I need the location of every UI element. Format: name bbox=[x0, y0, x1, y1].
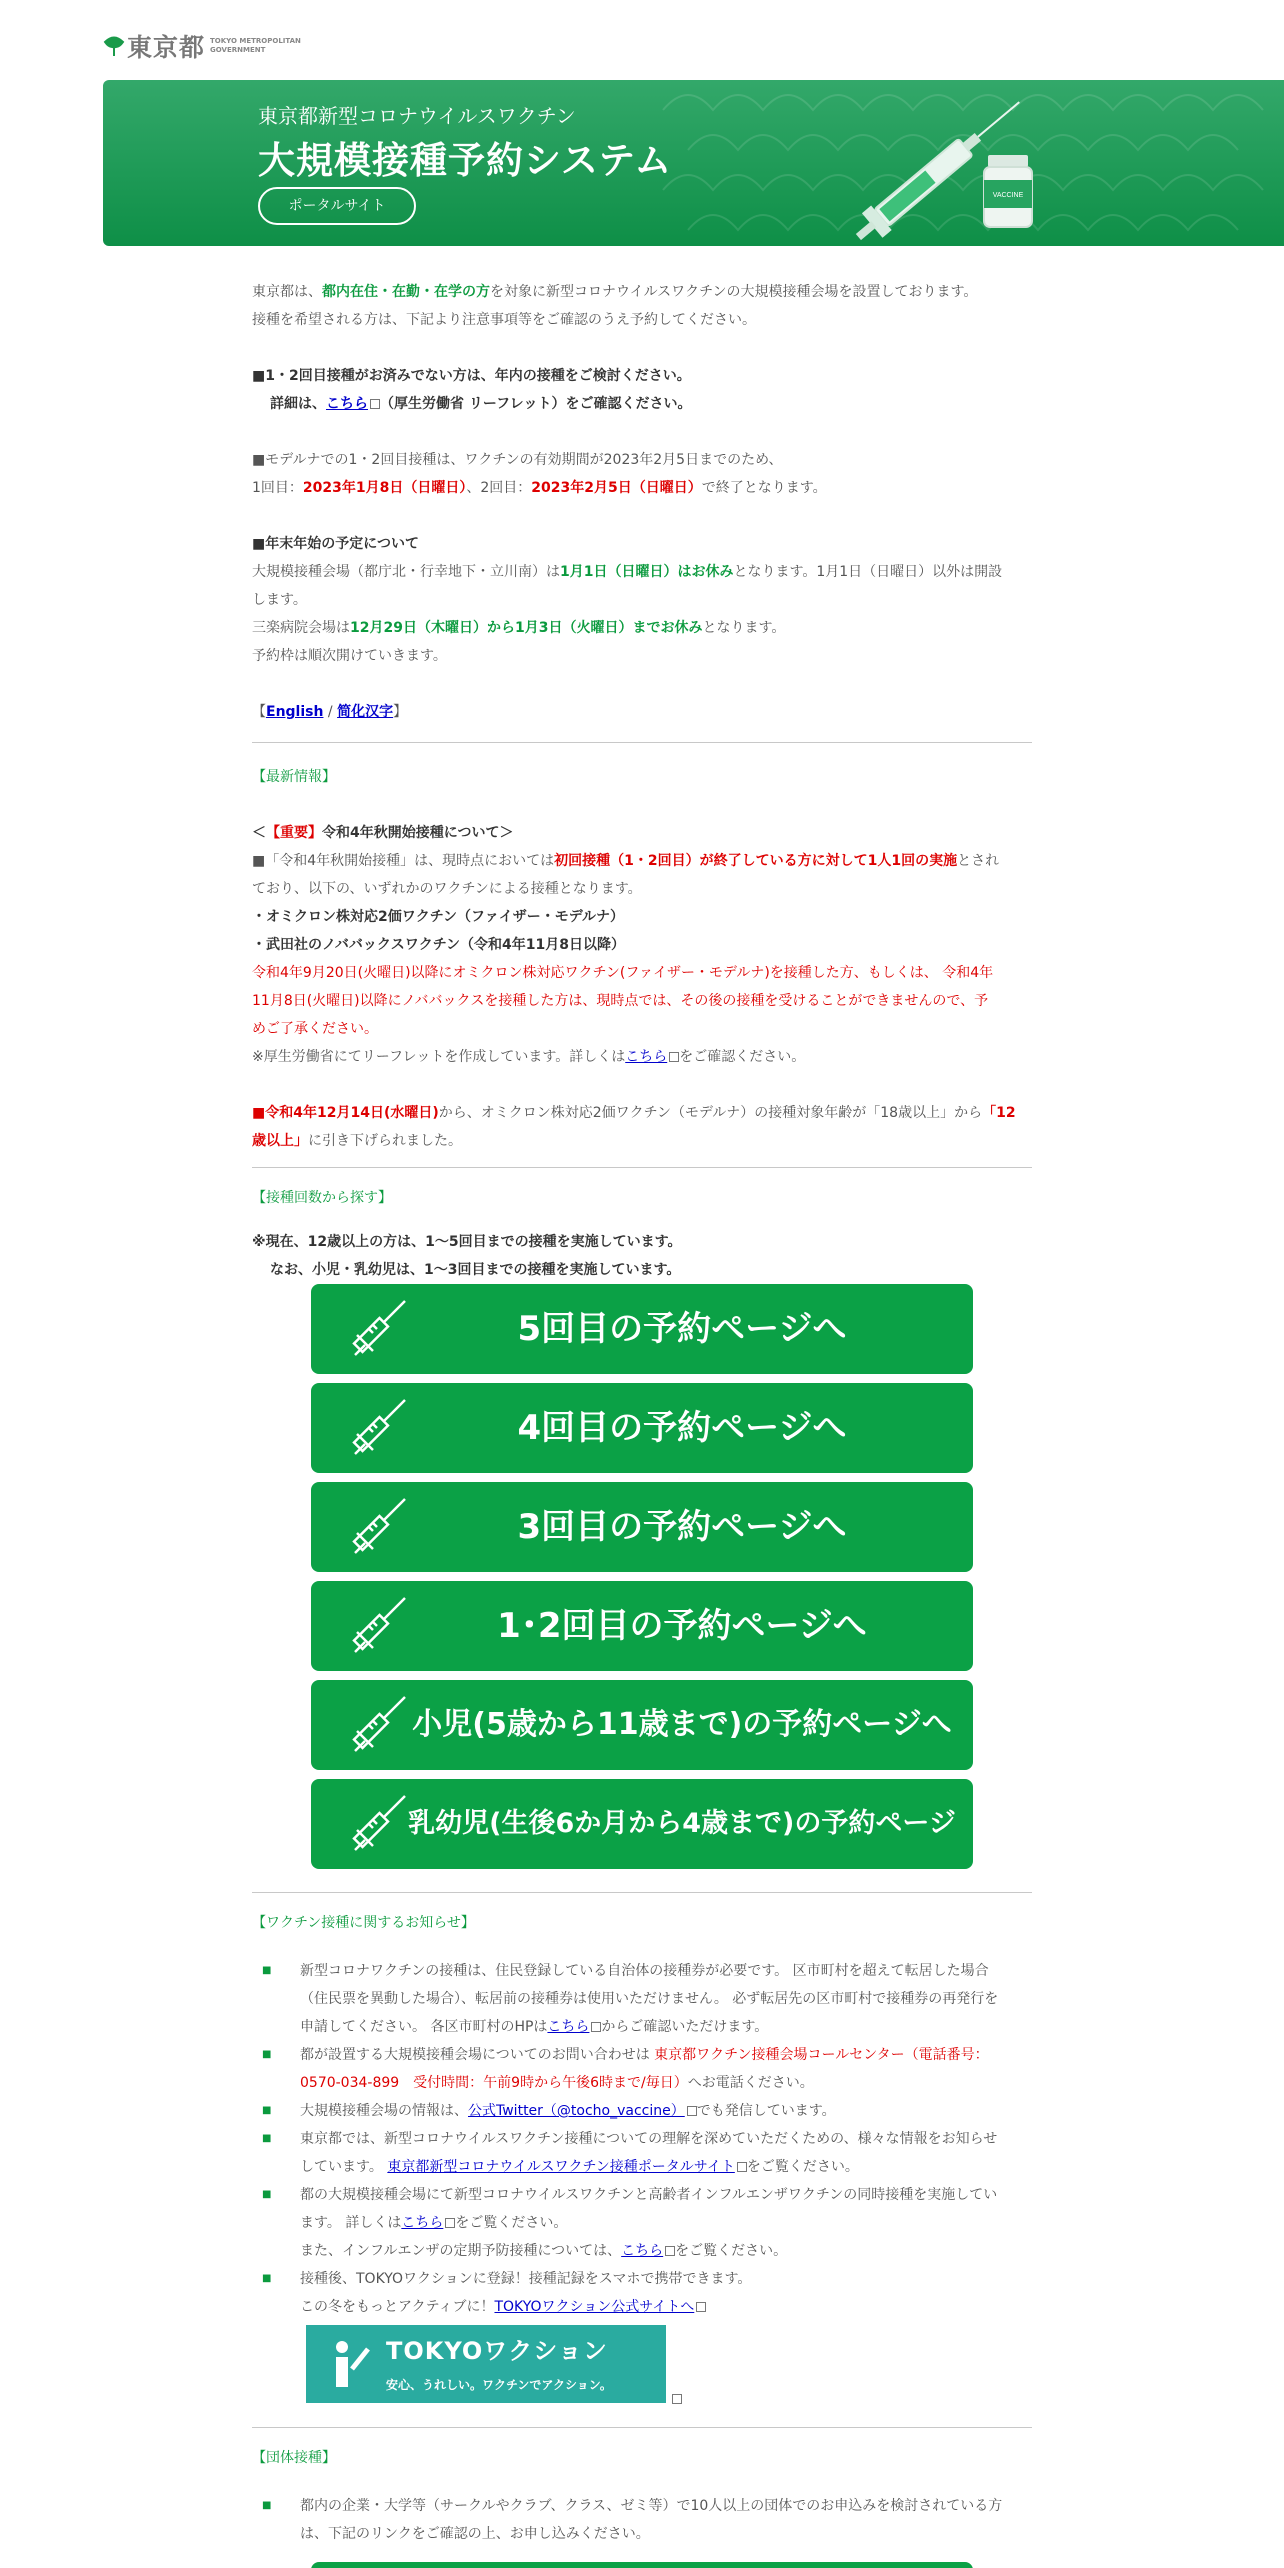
logo-subtext: TOKYO METROPOLITAN GOVERNMENT bbox=[210, 37, 301, 54]
search-note: ※現在、12歳以上の方は、1〜5回目までの接種を実施しています。 bbox=[252, 1234, 682, 1250]
leaflet-link[interactable]: こちら bbox=[625, 1049, 668, 1065]
list-item: ■ 大規模接種会場の情報は、公式Twitter（@tocho_vaccine） でも発信しています。 bbox=[252, 2097, 1032, 2125]
external-link-icon bbox=[665, 2246, 675, 2256]
intro-line: 東京都は、都内在住・在勤・在学の方を対象に新型コロナウイルスワクチンの大規模接種会場を設置しております。 bbox=[252, 284, 978, 300]
tokyo-logo[interactable] bbox=[103, 28, 301, 64]
tokyo-waction-banner[interactable] bbox=[306, 2325, 666, 2403]
section-title-vaccine-notice: 【ワクチン接種に関するお知らせ】 bbox=[252, 1915, 475, 1931]
news-line: ・オミクロン株対応2価ワクチン（ファイザー・モデルナ） bbox=[252, 909, 625, 925]
vaccine-notice-list bbox=[252, 1957, 1032, 2321]
intro-line: 詳細は、こちら （厚生労働省 リーフレット）をご確認ください。 bbox=[270, 396, 692, 412]
news-line: ており、以下の、いずれかのワクチンによる接種となります。 bbox=[252, 881, 642, 897]
section-title-search: 【接種回数から探す】 bbox=[252, 1190, 392, 1206]
external-link-icon bbox=[445, 2218, 455, 2228]
hero-subtitle: 東京都新型コロナウイルスワクチン bbox=[258, 104, 576, 128]
ginkgo-icon bbox=[103, 35, 125, 57]
person-icon bbox=[328, 2339, 372, 2389]
intro-line: ■年末年始の予定について bbox=[252, 536, 419, 552]
banner-subtitle: 安心、うれしい。ワクチンでアクション。 bbox=[386, 2378, 612, 2392]
news-line: ■「令和4年秋開始接種」は、現時点においては初回接種（1・2回目）が終了している方に対して1人1回の実施とされ bbox=[252, 853, 1000, 869]
page-title: 大規模接種予約システム bbox=[258, 139, 673, 182]
hero-banner bbox=[103, 80, 1284, 246]
news-line: 11月8日(火曜日)以降にノババックスを接種した方は、現時点では、その後の接種を受けることができませんので、予 bbox=[252, 993, 989, 1009]
external-link-icon bbox=[669, 1052, 679, 1062]
reservation-button-3rd[interactable] bbox=[311, 1482, 973, 1572]
external-link-icon bbox=[737, 2162, 747, 2172]
intro-line: 1回目：2023年1月8日（日曜日）、2回目：2023年2月5日（日曜日）で終了となります。 bbox=[252, 480, 827, 496]
section-title-group: 【団体接種】 bbox=[252, 2450, 336, 2466]
reservation-button-label: 4回目の予約ページへ bbox=[517, 1408, 847, 1448]
news-line: 歳以上」に引き下げられました。 bbox=[252, 1133, 462, 1149]
twitter-link[interactable]: 公式Twitter（@tocho_vaccine） bbox=[468, 2103, 685, 2119]
external-link-icon bbox=[696, 2302, 706, 2312]
intro-line: ■1・2回目接種がお済みでない方は、年内の接種をご検討ください。 bbox=[252, 368, 691, 384]
list-item: ■ 東京都では、新型コロナウイルスワクチン接種についての理解を深めていただくための、様々な情報をお知らせ しています。 東京都新型コロナウイルスワクチン接種ポータルサイト をご覧ください。 bbox=[252, 2125, 1032, 2181]
reservation-button-1st-2nd[interactable] bbox=[311, 1581, 973, 1671]
vial-label: VACCINE bbox=[992, 192, 1024, 199]
news-line: ■令和4年12月14日(水曜日)から、オミクロン株対応2価ワクチン（モデルナ）の接種対象年齢が「18歳以上」から「12 bbox=[252, 1105, 1016, 1121]
banner-title: TOKYOワクション bbox=[386, 2337, 608, 2365]
language-links: 【English / 简化汉字】 bbox=[252, 704, 408, 720]
reservation-button-5th[interactable] bbox=[311, 1284, 973, 1374]
intro-line: 大規模接種会場（都庁北・行幸地下・立川南）は1月1日（日曜日）はお休みとなります。1月1日（日曜日）以外は開設 bbox=[252, 564, 1003, 580]
english-link[interactable]: English bbox=[266, 704, 324, 720]
chinese-link[interactable]: 简化汉字 bbox=[337, 704, 394, 720]
intro-line: します。 bbox=[252, 592, 307, 608]
news-line: ＜【重要】令和4年秋開始接種について＞ bbox=[252, 825, 514, 841]
news-line: 令和4年9月20日(火曜日)以降にオミクロン株対応ワクチン(ファイザー・モデルナ)を接種した方、もしくは、 令和4年 bbox=[252, 965, 994, 981]
reservation-button-label: 5回目の予約ページへ bbox=[517, 1309, 847, 1349]
external-link-icon bbox=[672, 2394, 682, 2404]
portal-site-link[interactable]: 東京都新型コロナウイルスワクチン接種ポータルサイト bbox=[387, 2159, 735, 2175]
search-note: なお、小児・乳幼児は、1〜3回目までの接種を実施しています。 bbox=[270, 1262, 681, 1278]
list-item: ■ 都の大規模接種会場にて新型コロナウイルスワクチンと高齢者インフルエンザワクチンの同時接種を実施してい ます。 詳しくはこちら をご覧ください。 また、インフルエンザの定期予防接種については、こちら をご覧ください。 bbox=[252, 2181, 1032, 2265]
news-line: ※厚生労働省にてリーフレットを作成しています。詳しくはこちら をご確認ください。 bbox=[252, 1049, 806, 1065]
reservation-button-label: 1･2回目の予約ページへ bbox=[497, 1606, 867, 1646]
group-notice-list bbox=[252, 2492, 1032, 2548]
main-content bbox=[252, 278, 1032, 2568]
intro-line: 三楽病院会場は12月29日（木曜日）から1月3日（火曜日）までお休みとなります。 bbox=[252, 620, 786, 636]
logo-text: 東京都 bbox=[127, 33, 206, 62]
reservation-button-label: 乳幼児(生後6か月から4歳まで)の予約ページへ bbox=[408, 1808, 956, 1929]
news-line: めご了承ください。 bbox=[252, 1021, 378, 1037]
reservation-button-children[interactable] bbox=[311, 1680, 973, 1770]
external-link-icon bbox=[687, 2106, 697, 2116]
reservation-button-label: 3回目の予約ページへ bbox=[517, 1507, 847, 1547]
syringe-vial-illustration bbox=[838, 80, 1038, 246]
intro-line: 接種を希望される方は、下記より注意事項等をご確認のうえ予約してください。 bbox=[252, 312, 756, 328]
news-line: ・武田社のノババックスワクチン（令和4年11月8日以降） bbox=[252, 937, 626, 953]
intro-line: ■モデルナでの1・2回目接種は、ワクチンの有効期間が2023年2月5日までのため、 bbox=[252, 452, 783, 468]
tokyo-waction-link[interactable]: TOKYOワクション公式サイトへ bbox=[494, 2299, 695, 2315]
list-item: ■ 都が設置する大規模接種会場についてのお問い合わせは 東京都ワクチン接種会場コールセンター（電話番号： 0570-034-899 受付時間：午前9時から午後6時まで/毎日）へお電話ください。 bbox=[252, 2041, 1032, 2097]
external-link-icon bbox=[591, 2022, 601, 2032]
reservation-button-4th[interactable] bbox=[311, 1383, 973, 1473]
municipality-link[interactable]: こちら bbox=[547, 2019, 590, 2035]
group-vaccination-button[interactable] bbox=[311, 2562, 973, 2568]
list-item: ■ 接種後、TOKYOワクションに登録！接種記録をスマホで携帯できます。 この冬をもっとアクティブに！TOKYOワクション公式サイトへ bbox=[252, 2265, 1032, 2321]
portal-site-button[interactable]: ポータルサイト bbox=[258, 187, 416, 225]
influenza-routine-link[interactable]: こちら bbox=[621, 2243, 664, 2259]
reservation-button-label: 小児(5歳から11歳まで)の予約ページへ bbox=[412, 1707, 952, 1742]
section-title-news: 【最新情報】 bbox=[252, 769, 336, 785]
list-item: ■ 都内の企業・大学等（サークルやクラブ、クラス、ゼミ等）で10人以上の団体でのお申込みを検討されている方 は、下記のリンクをご確認の上、お申し込みください。 bbox=[252, 2492, 1032, 2548]
leaflet-link[interactable]: こちら bbox=[326, 396, 368, 412]
list-item: ■ 新型コロナワクチンの接種は、住民登録している自治体の接種券が必要です。 区市町村を超えて転居した場合 （住民票を異動した場合）、転居前の接種券は使用いただけません。 必ず転居先の区市町村で接種券の再発行を 申請してください。 各区市町村のHPはこちら からご確認いただけます。 bbox=[252, 1957, 1032, 2041]
external-link-icon bbox=[370, 399, 380, 409]
intro-line: 予約枠は順次開けていきます。 bbox=[252, 648, 447, 664]
influenza-info-link[interactable]: こちら bbox=[401, 2215, 444, 2231]
